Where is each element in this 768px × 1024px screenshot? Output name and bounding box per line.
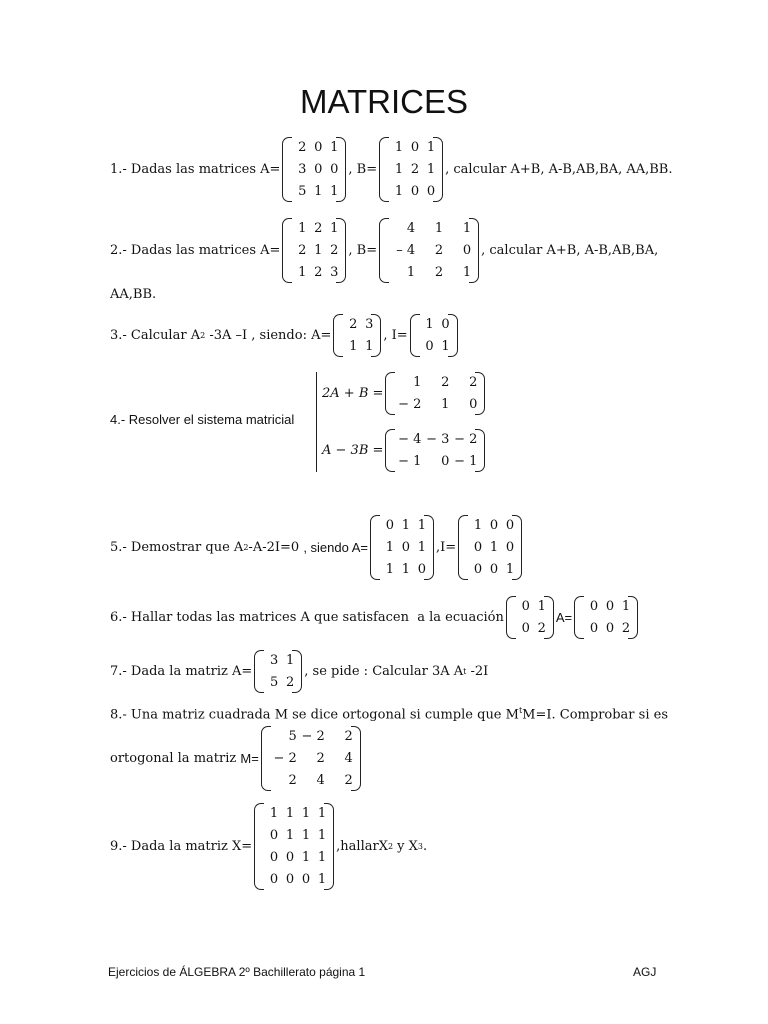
- matrix-cell: 0: [269, 872, 279, 887]
- left-matrix: [504, 596, 556, 639]
- footer-left: Ejercicios de ÁLGEBRA 2º Bachillerato página 1: [108, 965, 366, 979]
- matrix-cell: 1: [385, 562, 395, 577]
- matrix-cell: 0: [401, 540, 411, 555]
- matrix-left-bracket: [259, 726, 266, 791]
- matrix-cell: 1: [401, 562, 411, 577]
- matrix-right-bracket: [549, 596, 556, 639]
- equation-2-lhs: A − 3B =: [322, 443, 384, 458]
- matrix-cell: − 1: [398, 454, 422, 469]
- matrix-cell: 1: [406, 265, 416, 280]
- exercise-8-text-1: 8.- Una matriz cuadrada M se dice ortogonal si cumple que M: [110, 707, 519, 723]
- matrix-cell: 1: [301, 828, 311, 843]
- exponent: 2: [387, 842, 394, 851]
- matrix-left-bracket: [572, 596, 579, 639]
- matrix-cell: 2: [441, 375, 450, 390]
- exercise-8-line-2: [110, 726, 363, 791]
- matrix-cell: 1: [317, 806, 327, 821]
- matrix-right-bracket: [376, 314, 383, 357]
- matrix-cell: 0: [314, 162, 323, 177]
- matrix-right-bracket: [480, 372, 487, 415]
- matrix-cell: 0: [269, 850, 279, 865]
- matrix-cell: 1: [462, 265, 472, 280]
- exercise-2: [110, 218, 658, 283]
- exercise-9-prefix: 9.- Dada la matriz X=: [110, 839, 253, 854]
- matrix-cell: 1: [621, 599, 631, 614]
- matrix-cell: 0: [330, 162, 339, 177]
- exercise-7-text-3: -2I: [466, 664, 489, 679]
- matrix-cell: 1: [417, 540, 427, 555]
- matrix-right-bracket: [480, 429, 487, 472]
- matrix-left-bracket: [504, 596, 511, 639]
- matrix-right-bracket: [329, 803, 336, 890]
- matrix-cell: 0: [605, 621, 615, 636]
- matrix-cell: 2: [298, 140, 307, 155]
- matrix-cell: 2: [286, 675, 295, 690]
- matrix-cell: 2: [537, 621, 546, 636]
- matrix-cell: 1: [269, 806, 279, 821]
- matrix-a: [252, 650, 304, 693]
- matrix-cell: 1: [330, 184, 339, 199]
- exercise-5-separator: ,I=: [436, 540, 457, 555]
- matrix-cell: 2: [469, 375, 478, 390]
- matrix-cell: – 4: [396, 243, 416, 258]
- equation-1-matrix: [383, 372, 487, 415]
- matrix-cell: 1: [505, 562, 515, 577]
- matrix-cell: 3: [270, 653, 279, 668]
- exercise-5: [110, 515, 524, 580]
- matrix-cell: 2: [298, 243, 307, 258]
- matrix-cell: 0: [441, 454, 450, 469]
- matrix-left-bracket: [280, 137, 287, 202]
- matrix-left-bracket: [383, 372, 390, 415]
- matrix-cell: 0: [314, 140, 323, 155]
- exercise-7-prefix: 7.- Dada la matriz A=: [110, 664, 253, 679]
- exponent: 2: [200, 331, 206, 340]
- matrix-right-bracket: [341, 137, 348, 202]
- matrix-cell: 2: [434, 243, 444, 258]
- matrix-cell: 2: [434, 265, 444, 280]
- exponent: 2: [243, 543, 249, 552]
- matrix-cell: 1: [434, 221, 444, 236]
- matrix-cell: 2: [410, 162, 420, 177]
- matrix-cell: 1: [314, 184, 323, 199]
- matrix-a: [368, 515, 436, 580]
- exponent: t: [463, 667, 467, 676]
- matrix-a: [280, 137, 348, 202]
- matrix-x: [252, 803, 336, 890]
- matrix-cell: 1: [317, 850, 327, 865]
- exercise-3-text-1: 3.- Calcular A: [110, 328, 201, 343]
- matrix-cell: 0: [489, 518, 499, 533]
- matrix-cell: 1: [441, 339, 450, 354]
- exercise-6: [110, 596, 640, 639]
- matrix-cell: 2: [316, 751, 325, 766]
- matrix-b: [377, 137, 445, 202]
- exercise-9: [110, 803, 427, 890]
- matrix-cell: 0: [301, 872, 311, 887]
- matrix-cell: 0: [469, 397, 478, 412]
- matrix-cell: 1: [394, 184, 404, 199]
- matrix-cell: 1: [417, 518, 427, 533]
- equation-1: [322, 372, 487, 415]
- exercise-8-text-2: M=I. Comprobar si es: [522, 707, 668, 723]
- matrix-cell: 4: [344, 751, 353, 766]
- matrix-cell: 1: [349, 339, 358, 354]
- matrix-cell: 1: [441, 397, 450, 412]
- matrix-cell: 0: [269, 828, 279, 843]
- right-matrix: [572, 596, 640, 639]
- matrix-cell: − 2: [454, 432, 478, 447]
- matrix-cell: 2: [344, 729, 353, 744]
- matrix-cell: 0: [589, 621, 599, 636]
- matrix-left-bracket: [252, 803, 259, 890]
- matrix-cell: 0: [441, 317, 450, 332]
- matrix-right-bracket: [341, 218, 348, 283]
- matrix-cell: 0: [426, 184, 436, 199]
- matrix-cell: 0: [425, 339, 434, 354]
- exercise-5-text-2: -A-2I=0: [248, 540, 304, 555]
- exercise-3-separator: , I=: [383, 328, 408, 343]
- matrix-cell: 5: [298, 184, 307, 199]
- identity-matrix: [408, 314, 460, 357]
- matrix-cell: 0: [385, 518, 395, 533]
- matrix-cell: 0: [417, 562, 427, 577]
- matrix-cell: 2: [288, 773, 297, 788]
- matrix-cell: 0: [473, 540, 483, 555]
- matrix-cell: 4: [406, 221, 416, 236]
- matrix-left-bracket: [456, 515, 463, 580]
- matrix-left-bracket: [252, 650, 259, 693]
- exponent: 3: [417, 842, 424, 851]
- equation-1-lhs: 2A + B =: [322, 386, 384, 401]
- matrix-cell: 0: [462, 243, 472, 258]
- matrix-cell: 1: [462, 221, 472, 236]
- matrix-m: [259, 726, 363, 791]
- matrix-a: [331, 314, 383, 357]
- exercise-2-separator: , B=: [348, 243, 378, 258]
- matrix-left-bracket: [377, 218, 384, 283]
- exponent: t: [518, 706, 523, 715]
- matrix-left-bracket: [368, 515, 375, 580]
- exercise-6-middle: A=: [555, 610, 573, 625]
- exercise-5-text-1: 5.- Demostrar que A: [110, 540, 244, 555]
- exercise-8-text-3: ortogonal la matriz: [110, 751, 241, 766]
- exercise-3: [110, 314, 460, 357]
- matrix-right-bracket: [297, 650, 304, 693]
- matrix-cell: 5: [270, 675, 279, 690]
- matrix-cell: 4: [316, 773, 325, 788]
- matrix-cell: 0: [505, 518, 515, 533]
- matrix-cell: 0: [473, 562, 483, 577]
- matrix-cell: 1: [330, 140, 339, 155]
- matrix-right-bracket: [517, 515, 524, 580]
- matrix-cell: 1: [426, 140, 436, 155]
- exercise-3-text-2: -3A –I , siendo: A=: [205, 328, 332, 343]
- exercise-1: [110, 137, 673, 202]
- matrix-cell: 1: [314, 243, 323, 258]
- matrix-cell: 1: [301, 806, 311, 821]
- matrix-cell: 1: [317, 828, 327, 843]
- exercise-8-text-4: M=: [240, 751, 259, 766]
- matrix-cell: 1: [301, 850, 311, 865]
- matrix-cell: 1: [425, 317, 434, 332]
- matrix-right-bracket: [429, 515, 436, 580]
- matrix-cell: 2: [314, 221, 323, 236]
- matrix-cell: 1: [317, 872, 327, 887]
- matrix-left-bracket: [280, 218, 287, 283]
- matrix-b: [377, 218, 481, 283]
- matrix-cell: 1: [330, 221, 339, 236]
- matrix-right-bracket: [633, 596, 640, 639]
- matrix-cell: 2: [621, 621, 631, 636]
- matrix-cell: − 4: [398, 432, 422, 447]
- matrix-left-bracket: [377, 137, 384, 202]
- matrix-cell: 1: [413, 375, 422, 390]
- matrix-cell: 1: [285, 806, 295, 821]
- matrix-cell: − 2: [301, 729, 325, 744]
- equation-2: [322, 429, 487, 472]
- equation-2-matrix: [383, 429, 487, 472]
- matrix-cell: 1: [537, 599, 546, 614]
- exercise-1-prefix: 1.- Dadas las matrices A=: [110, 162, 281, 177]
- exercise-8-line-1: [110, 706, 668, 722]
- matrix-cell: 1: [426, 162, 436, 177]
- exercise-2-suffix: , calcular A+B, A-B,AB,BA,: [481, 243, 659, 258]
- matrix-cell: 3: [298, 162, 307, 177]
- matrix-right-bracket: [438, 137, 445, 202]
- matrix-cell: 2: [314, 265, 323, 280]
- matrix-a: [280, 218, 348, 283]
- matrix-right-bracket: [356, 726, 363, 791]
- matrix-cell: − 3: [426, 432, 450, 447]
- matrix-cell: 5: [288, 729, 297, 744]
- exercise-7-text-2: , se pide : Calcular 3A A: [304, 664, 464, 679]
- matrix-cell: 1: [489, 540, 499, 555]
- matrix-cell: 3: [365, 317, 374, 332]
- matrix-cell: 1: [298, 265, 307, 280]
- page-title: MATRICES: [299, 83, 469, 120]
- matrix-cell: 1: [394, 140, 404, 155]
- matrix-cell: 1: [286, 653, 295, 668]
- matrix-cell: 0: [285, 872, 295, 887]
- matrix-cell: 0: [589, 599, 599, 614]
- matrix-cell: 1: [394, 162, 404, 177]
- matrix-cell: 1: [473, 518, 483, 533]
- matrix-cell: − 2: [273, 751, 297, 766]
- exercise-1-separator: , B=: [348, 162, 378, 177]
- matrix-cell: − 1: [454, 454, 478, 469]
- matrix-cell: 3: [330, 265, 339, 280]
- matrix-cell: 1: [401, 518, 411, 533]
- exercise-9-text-4: .: [423, 839, 428, 854]
- exercise-7: [110, 650, 488, 693]
- matrix-cell: 1: [298, 221, 307, 236]
- matrix-cell: 1: [285, 828, 295, 843]
- matrix-cell: 0: [521, 621, 530, 636]
- exercise-1-suffix: , calcular A+B, A-B,AB,BA, AA,BB.: [445, 162, 673, 177]
- matrix-right-bracket: [474, 218, 481, 283]
- exercise-9-text-3: y X: [393, 839, 418, 854]
- matrix-cell: 0: [521, 599, 530, 614]
- exercise-2-continuation: AA,BB.: [110, 287, 157, 302]
- matrix-cell: 2: [330, 243, 339, 258]
- matrix-cell: 1: [365, 339, 374, 354]
- footer-right: AGJ: [633, 965, 657, 979]
- exercise-5-text-3: , siendo A=: [303, 540, 369, 555]
- matrix-cell: 0: [489, 562, 499, 577]
- exercise-6-prefix: 6.- Hallar todas las matrices A que satisfacen a la ecuación: [110, 610, 504, 625]
- matrix-cell: 0: [285, 850, 295, 865]
- matrix-right-bracket: [453, 314, 460, 357]
- exercise-4-label: 4.- Resolver el sistema matricial: [110, 412, 295, 427]
- exercise-2-prefix: 2.- Dadas las matrices A=: [110, 243, 281, 258]
- matrix-cell: 0: [605, 599, 615, 614]
- exercise-9-text-2: ,hallarX: [336, 839, 388, 854]
- matrix-cell: 1: [385, 540, 395, 555]
- matrix-left-bracket: [408, 314, 415, 357]
- identity-matrix: [456, 515, 524, 580]
- system-brace: [316, 372, 317, 472]
- matrix-cell: 0: [410, 184, 420, 199]
- matrix-cell: 2: [349, 317, 358, 332]
- matrix-cell: − 2: [398, 397, 422, 412]
- matrix-cell: 0: [410, 140, 420, 155]
- matrix-cell: 0: [505, 540, 515, 555]
- matrix-left-bracket: [331, 314, 338, 357]
- matrix-left-bracket: [383, 429, 390, 472]
- matrix-cell: 2: [344, 773, 353, 788]
